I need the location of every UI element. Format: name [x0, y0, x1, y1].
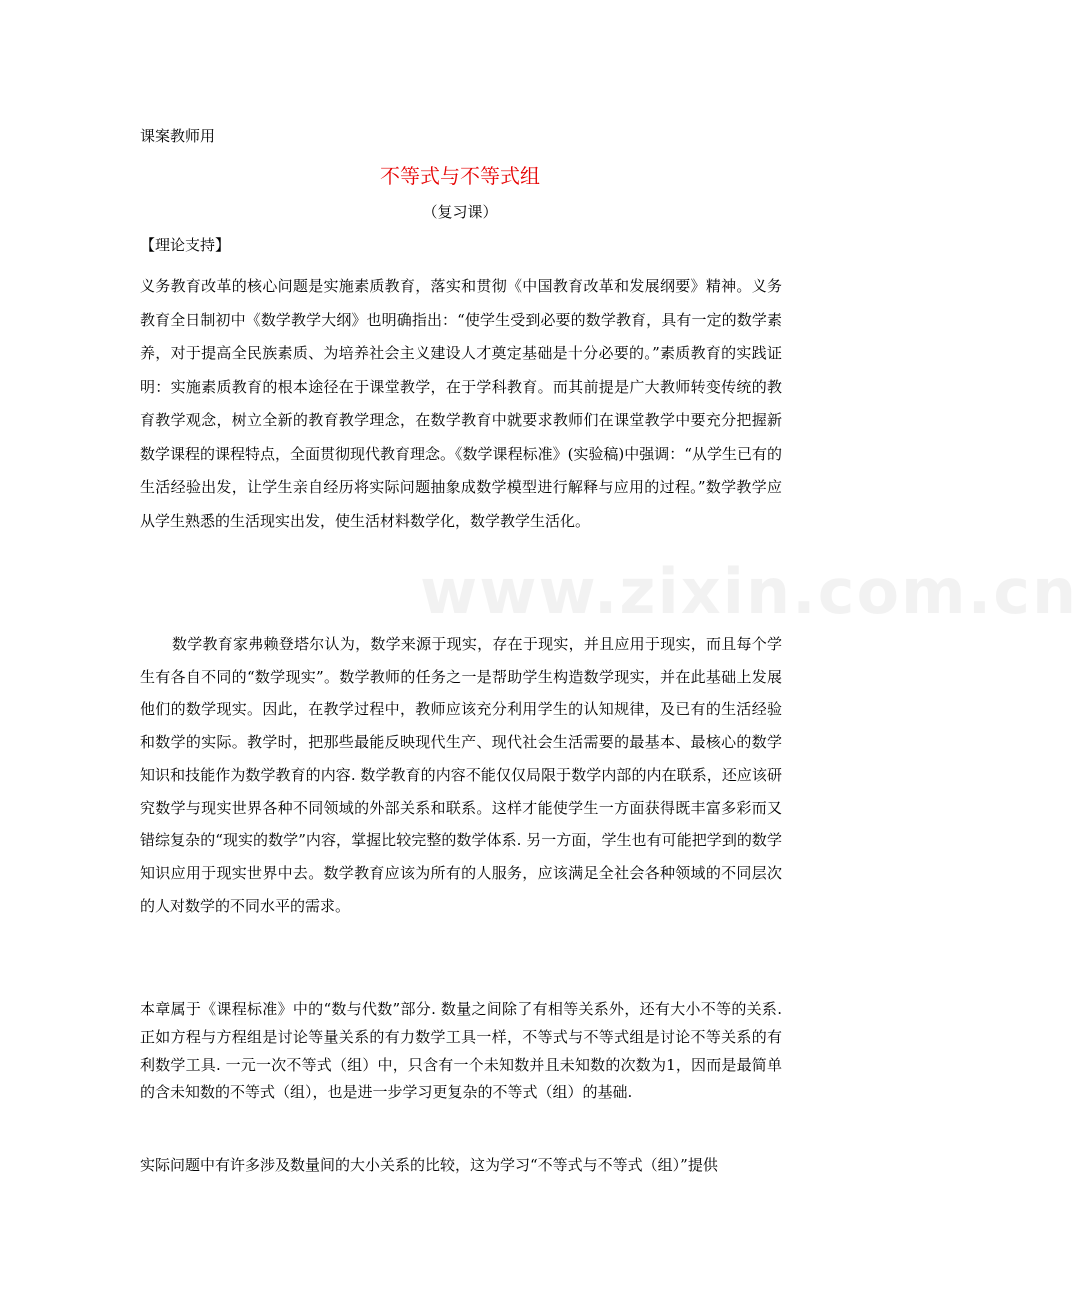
paragraph-4-text: 实际问题中有许多涉及数量间的大小关系的比较，这为学习“不等式与不等式（组）”提供 — [140, 1156, 718, 1174]
paragraph-theory — [140, 270, 782, 538]
paragraph-practical — [140, 1152, 782, 1179]
paragraph-freudenthal — [140, 628, 782, 922]
header-label: 课案教师用 — [140, 127, 216, 145]
document-subtitle: （复习课） — [422, 203, 498, 221]
document-title: 不等式与不等式组 — [380, 164, 540, 188]
paragraph-2-text: 数学教育家弗赖登塔尔认为，数学来源于现实，存在于现实，并且应用于现实，而且每个学生有各自不同的“数学现实”。数学教师的任务之一是帮助学生构造数学现实，并在此基础上发展他们的数学现实。因此，在教学过程中，教师应该充分利用学生的认知规律，及已有的生活经验和数学的实际。教学时，把那些最能反映现代生产、现代社会生活需要的最基本、最核心的数学知识和技能作为数学教育的内容. 数学教育的内容不能仅仅局限于数学内部的内在联系，还应该研究数学与现实世界各种不同领域的外部关系和联系。这样才能使学生一方面获得既丰富多彩而又错综复杂的“现实的数学”内容，掌握比较完整的数学体系. 另一方面，学生也有可能把学到的数学知识应用于现实世界中去。数学教育应该为所有的人服务，应该满足全社会各种领域的不同层次的人对数学的不同水平的需求。 — [140, 635, 782, 915]
watermark: www.zixin.com.cn — [420, 555, 1078, 628]
section-heading: 【理论支持】 — [140, 236, 231, 254]
paragraph-1-text: 义务教育改革的核心问题是实施素质教育，落实和贯彻《中国教育改革和发展纲要》精神。义务教育全日制初中《数学教学大纲》也明确指出：“使学生受到必要的数学教育，具有一定的数学素养，对于提高全民族素质、为培养社会主义建设人才奠定基础是十分必要的。”素质教育的实践证明：实施素质教育的根本途径在于课堂教学，在于学科教育。而其前提是广大教师转变传统的教育教学观念，树立全新的教育教学理念，在数学教育中就要求教师们在课堂教学中要充分把握新数学课程的课程特点，全面贯彻现代教育理念。《数学课程标准》(实验稿)中强调：“从学生已有的生活经验出发，让学生亲自经历将实际问题抽象成数学模型进行解释与应用的过程。”数学教学应从学生熟悉的生活现实出发，使生活材料数学化，数学教学生活化。 — [140, 277, 782, 530]
paragraph-3-text: 本章属于《课程标准》中的“数与代数”部分. 数量之间除了有相等关系外，还有大小不等的关系. 正如方程与方程组是讨论等量关系的有力数学工具一样，不等式与不等式组是讨论不等关系的有利数学工具. 一元一次不等式（组）中，只含有一个未知数并且未知数的次数为1，因而是最简单的含未知数的不等式（组），也是进一步学习更复杂的不等式（组）的基础. — [140, 1000, 782, 1102]
paragraph-chapter — [140, 996, 782, 1107]
